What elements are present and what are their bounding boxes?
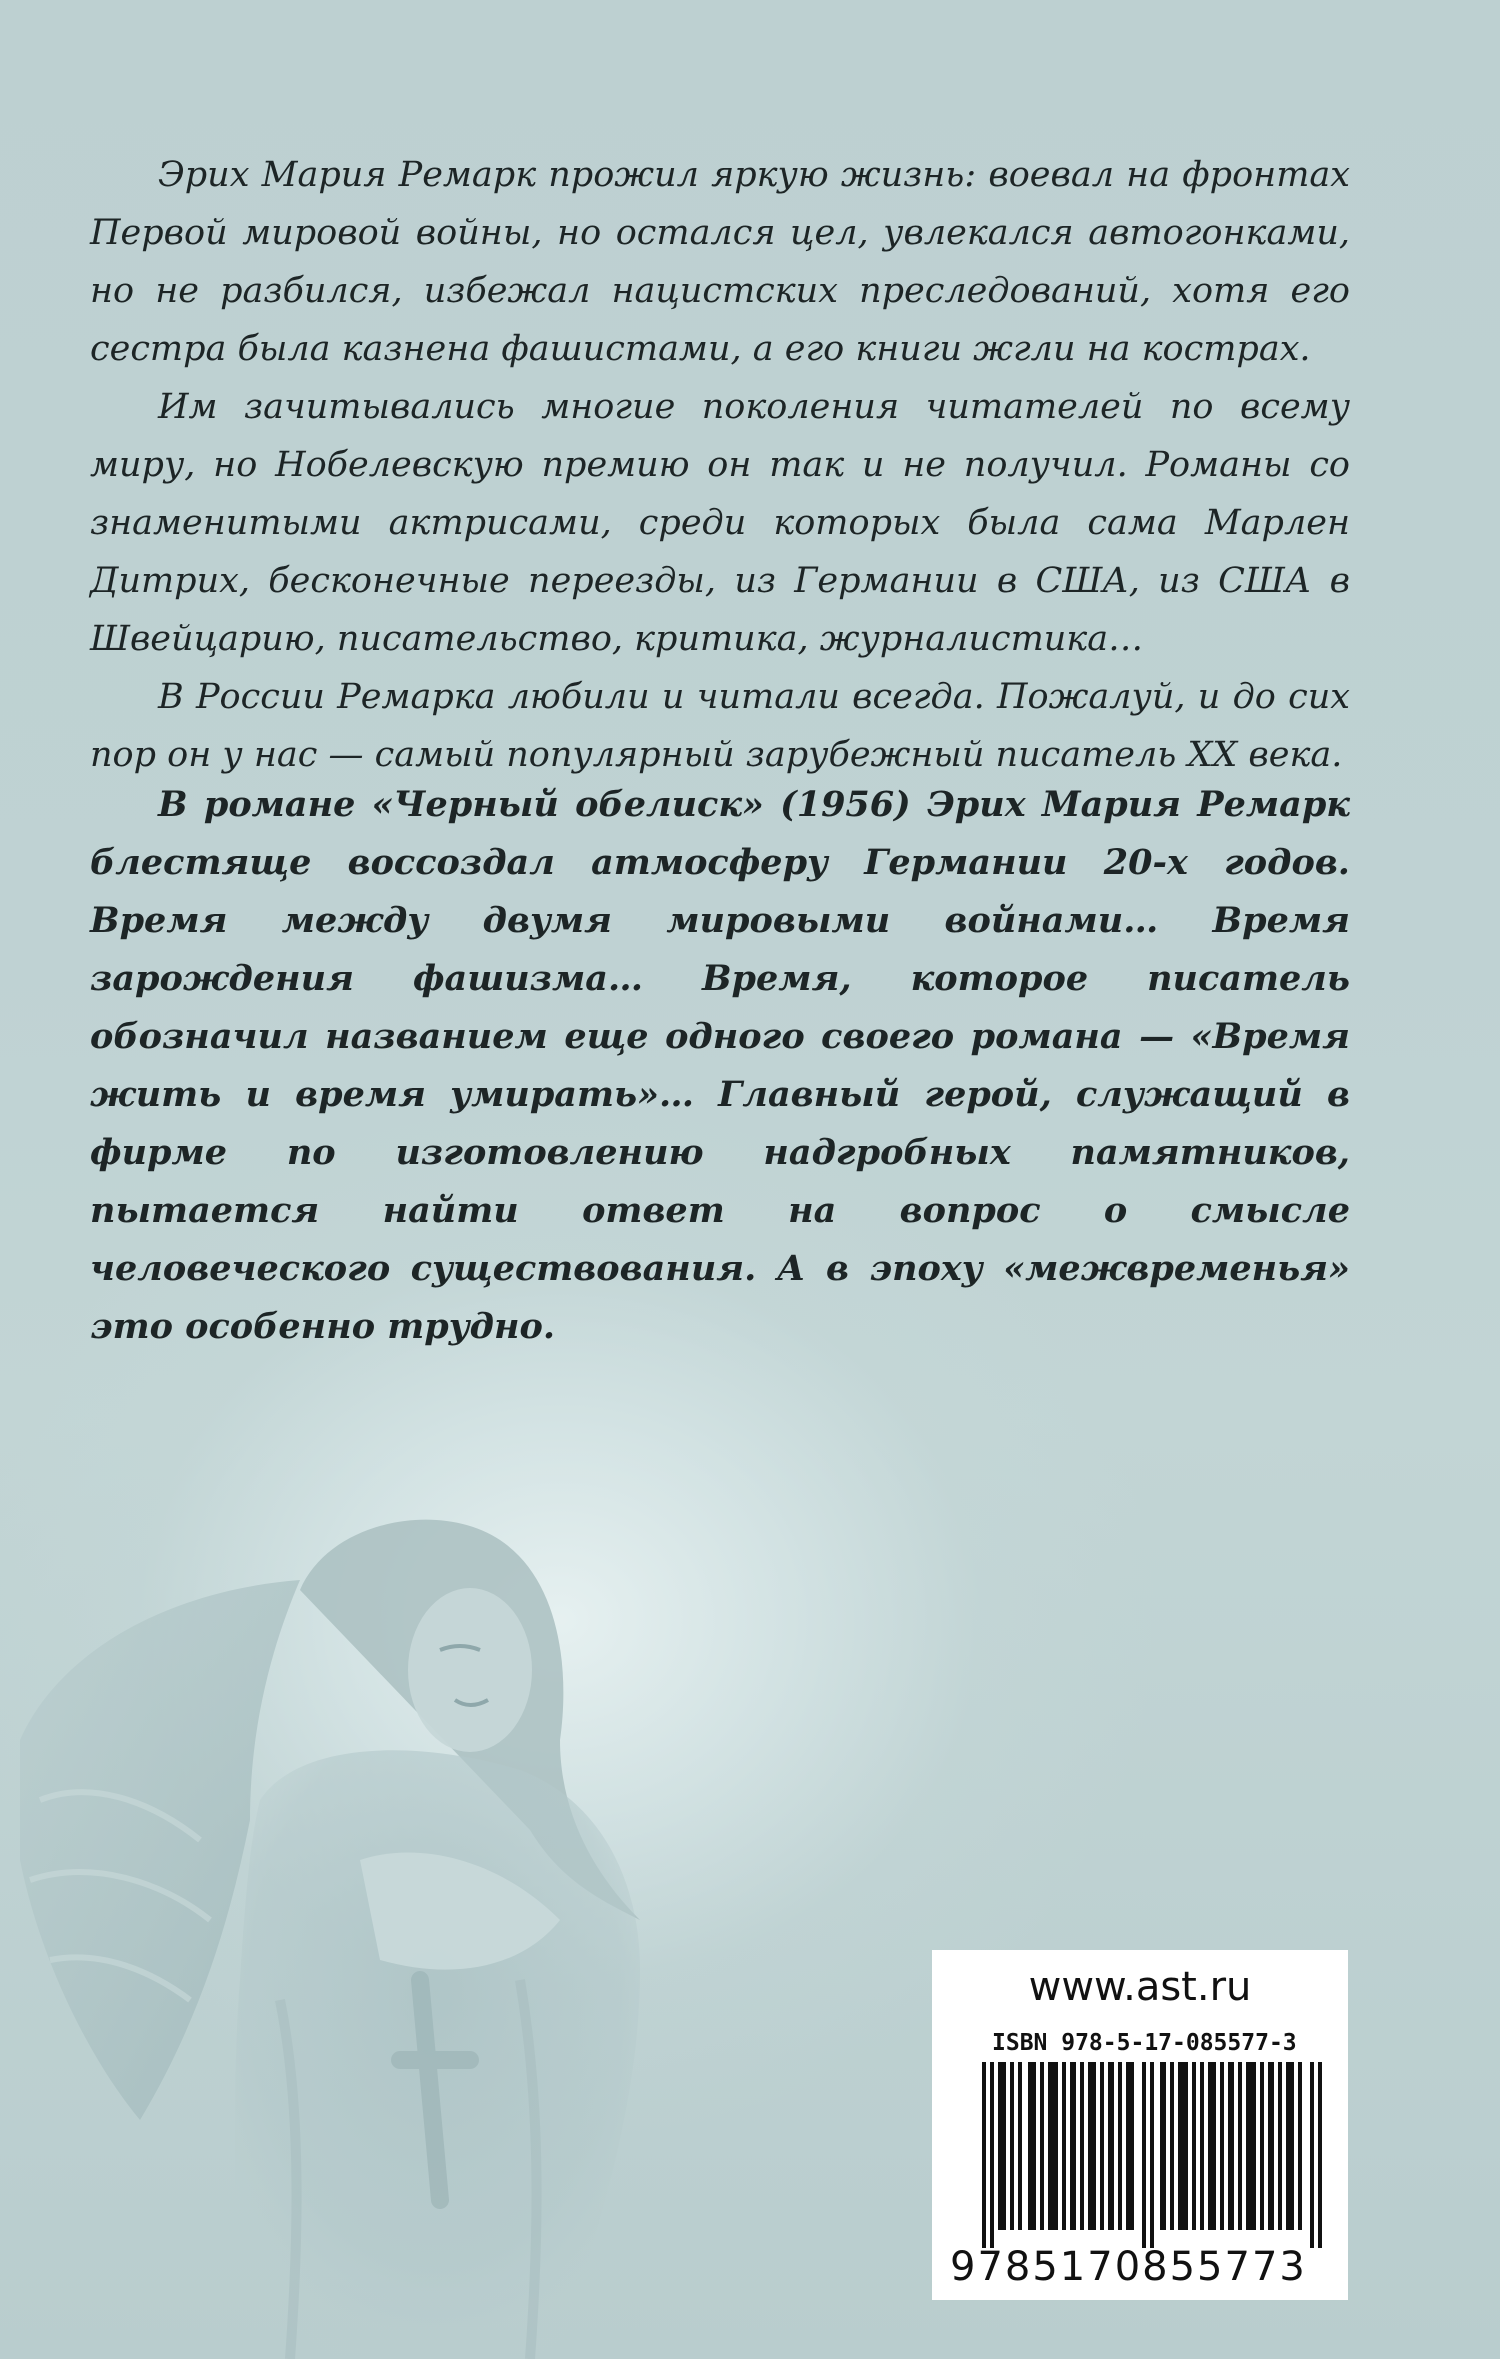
intro-paragraph: Эрих Мария Ремарк прожил яркую жизнь: воевал на фронтах Первой мировой войны, но остался цел, увлекался автогонками, но не разбился, избежал нацистских преследований, хотя его сестра была казнена фашистами, а его книги жгли на кострах. [90,155,1350,369]
angel-statue-image [0,1500,760,2359]
intro-paragraph: Им зачитывались многие поколения читателей по всему миру, но Нобелевскую премию он так и не получил. Романы со знаменитыми актрисами, среди которых была сама Марлен Дитрих, бесконечные переезды, из Германии в США, из США в Швейцарию, писательство, критика, журналистика… [90,387,1350,659]
synopsis-paragraph: В романе «Черный обелиск» (1956) Эрих Мария Ремарк блестяще воссоздал атмосферу Германии 20-х годов. Время между двумя мировыми войнами… Время зарождения фашизма… Время, которое писатель обозначил названием еще одного своего романа — «Время жить и время умирать»… Главный герой, служащий в фирме по изготовлению надгробных памятников, пытается найти ответ на вопрос о смысле человеческого существования. А в эпоху «межвременья» это особенно трудно. [90,784,1350,1347]
barcode-image [982,2062,1322,2248]
barcode-panel [932,1950,1348,2300]
isbn-label: ISBN 978-5-17-085577-3 [992,2030,1297,2056]
author-intro [90,146,1350,784]
intro-paragraph: В России Ремарка любили и читали всегда. Пожалуй, и до сих пор он у нас — самый популярный зарубежный писатель XX века. [90,677,1350,775]
publisher-website: www.ast.ru [1028,1964,1252,2010]
book-synopsis [90,776,1350,1356]
barcode-digits: 9785170855773 [950,2244,1307,2290]
